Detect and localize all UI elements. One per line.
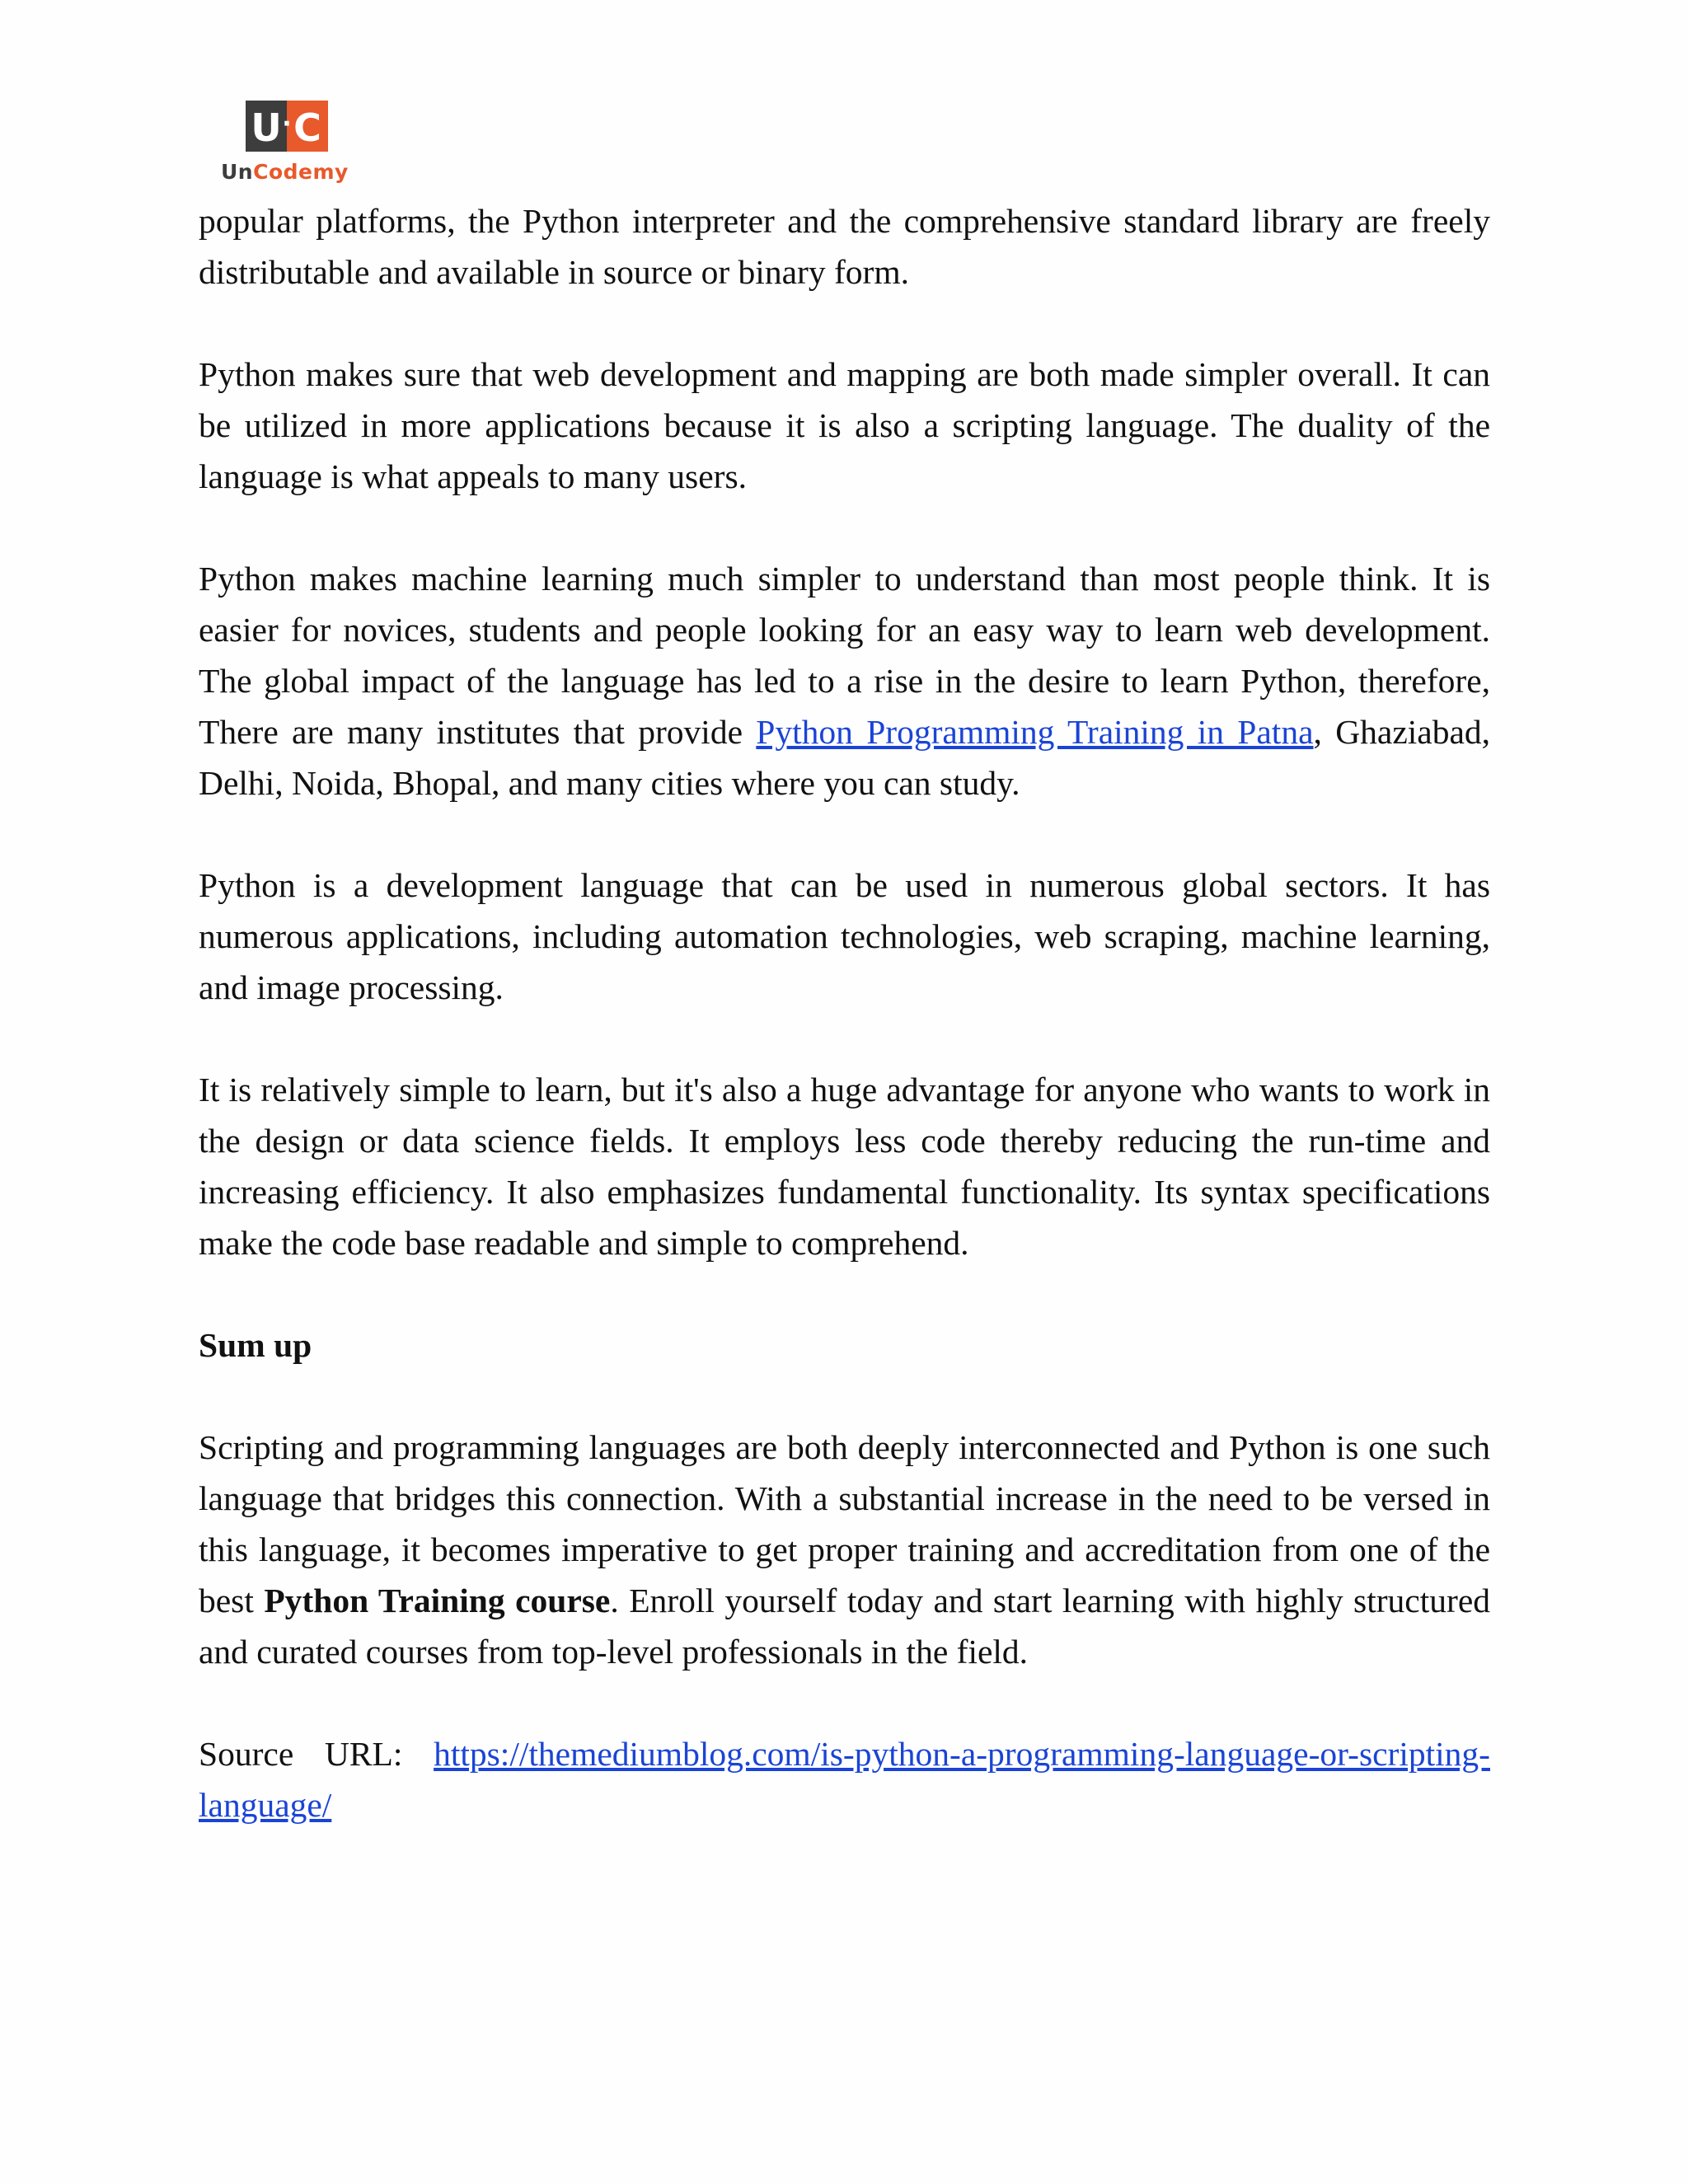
source-label: Source URL: — [199, 1735, 434, 1773]
uncodemy-logo — [214, 97, 363, 192]
logo-wordmark — [221, 160, 386, 184]
document-body — [199, 195, 1490, 1882]
paragraph-4: Python is a development language that can be used in numerous global sectors. It has numerous applications, including automation technologies, web scraping, machine learning, and image processing. — [199, 866, 1490, 1006]
python-training-course-bold: Python Training course — [264, 1582, 611, 1619]
paragraph-2: Python makes sure that web development and mapping are both made simpler overall. It can be utilized in more applications because it is also a scripting language. The duality of the language is what appeals to many users. — [199, 355, 1490, 495]
logo-mark-letter-c: C — [293, 105, 321, 150]
paragraph-1: popular platforms, the Python interpreter and the comprehensive standard library are freely distributable and available in source or binary form. — [199, 202, 1490, 291]
paragraph-6-text-end: . Enroll yourself today and start learning with highly structured and curated courses from top-level professionals in the field. — [199, 1582, 1490, 1671]
source-line — [199, 1728, 1490, 1830]
source-url-link[interactable]: https://themediumblog.com/is-python-a-programming-language-or-scripting-language/ — [199, 1735, 1490, 1824]
sum-up-heading: Sum up — [199, 1326, 312, 1364]
python-training-patna-link[interactable]: Python Programming Training in Patna — [756, 713, 1314, 751]
paragraph-3-text-end: , Ghaziabad, Delhi, Noida, Bhopal, and many cities where you can study. — [199, 713, 1490, 802]
paragraph-3-text-start: Python makes machine learning much simpler to understand than most people think. It is easier for novices, students and people looking for an easy way to learn web development. The global impact of the language has led to a rise in the desire to learn Python, therefore, There are many institutes that provide — [199, 560, 1490, 751]
paragraph-3 — [199, 553, 1490, 808]
logo-wordmark-codemy: Codemy — [253, 160, 349, 184]
logo-wordmark-un: Un — [221, 160, 254, 184]
paragraph-6 — [199, 1422, 1490, 1677]
paragraph-6-text-start: Scripting and programming languages are both deeply interconnected and Python is one such language that bridges this connection. With a substantial increase in the need to be versed in this language, it becomes imperative to get proper training and accreditation from one of the best — [199, 1428, 1490, 1619]
logo-mark-letter-u: U — [251, 105, 282, 150]
uncodemy-logo-mark-icon — [246, 101, 328, 152]
paragraph-5: It is relatively simple to learn, but it's also a huge advantage for anyone who wants to work in the design or data science fields. It employs less code thereby reducing the run-time and increasing efficiency. It also emphasizes fundamental functionality. Its syntax specifications make the code base readable and simple to comprehend. — [199, 1071, 1490, 1262]
logo-mark-dot: · — [282, 110, 292, 138]
